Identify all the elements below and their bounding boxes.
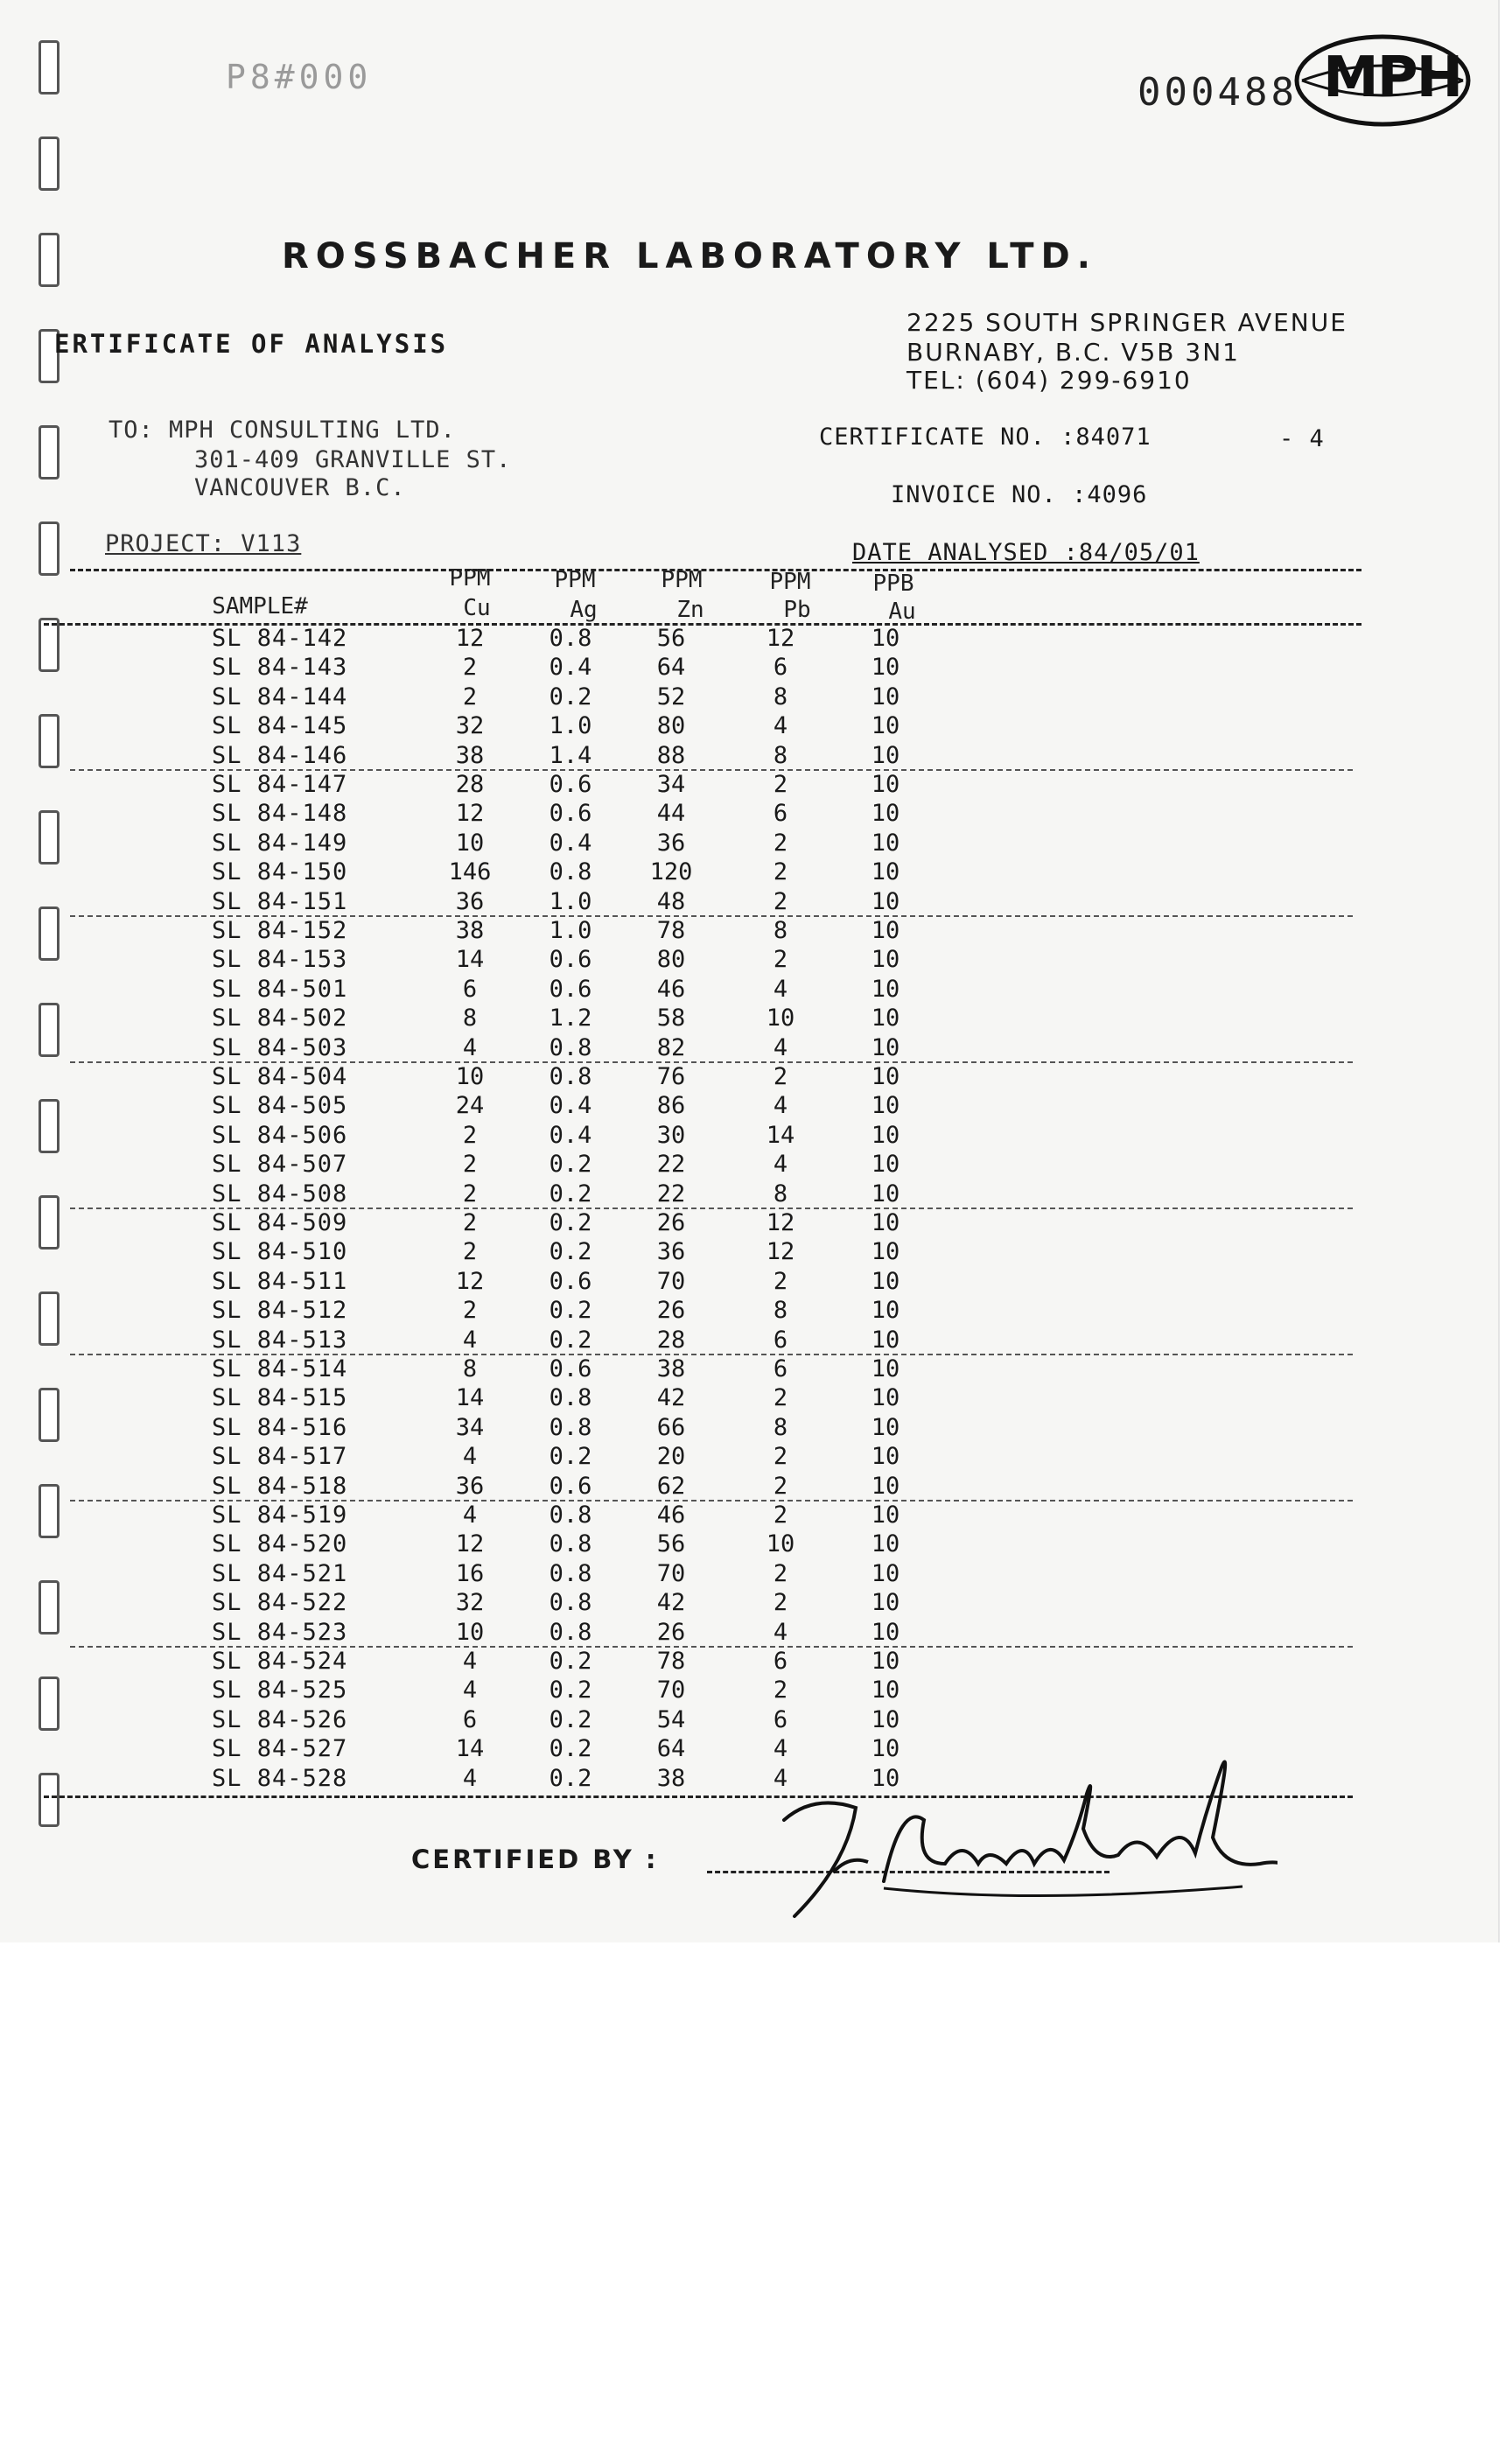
result-value: 0.4 — [549, 1121, 592, 1149]
result-value: 10 — [871, 1238, 900, 1266]
result-value: 10 — [871, 1472, 900, 1500]
result-value: 62 — [656, 1472, 686, 1500]
binder-hole — [38, 1292, 60, 1346]
result-value: 10 — [871, 1121, 900, 1149]
result-value: 0.8 — [549, 1502, 592, 1529]
sample-id: SL 84-143 — [212, 654, 348, 682]
result-value: 2 — [773, 858, 788, 886]
result-value: 0.8 — [549, 1033, 592, 1061]
sample-id: SL 84-526 — [212, 1705, 348, 1733]
document-title: ERTIFICATE OF ANALYSIS — [54, 329, 449, 359]
result-value: 0.8 — [549, 1618, 592, 1646]
sample-id: SL 84-511 — [212, 1267, 348, 1295]
result-value: 38 — [656, 1355, 686, 1382]
binder-hole — [38, 1773, 60, 1827]
sample-id: SL 84-518 — [212, 1472, 348, 1500]
result-value: 86 — [656, 1092, 686, 1120]
result-value: 0.2 — [549, 1238, 592, 1266]
result-value: 0.2 — [549, 1209, 592, 1236]
result-value: 1.0 — [549, 712, 592, 740]
result-value: 14 — [766, 1121, 795, 1149]
result-value: 4 — [773, 1735, 788, 1763]
result-value: 24 — [455, 1092, 485, 1120]
result-value: 10 — [871, 1559, 900, 1587]
result-value: 26 — [656, 1618, 686, 1646]
result-value: 20 — [656, 1443, 686, 1471]
result-value: 4 — [462, 1502, 478, 1529]
result-value: 0.6 — [549, 946, 592, 974]
result-value: 70 — [656, 1676, 686, 1704]
result-value: 8 — [462, 1355, 478, 1382]
sample-id: SL 84-513 — [212, 1326, 348, 1354]
result-value: 36 — [455, 887, 485, 915]
result-value: 0.2 — [549, 1297, 592, 1325]
result-value: 12 — [455, 1267, 485, 1295]
result-value: 10 — [871, 1092, 900, 1120]
result-value: 48 — [656, 887, 686, 915]
result-value: 80 — [656, 946, 686, 974]
result-value: 6 — [773, 1705, 788, 1733]
result-value: 38 — [455, 741, 485, 769]
result-value: 146 — [448, 858, 492, 886]
result-value: 4 — [462, 1033, 478, 1061]
result-value: 38 — [656, 1764, 686, 1792]
result-value: 6 — [773, 1355, 788, 1382]
result-value: 52 — [656, 682, 686, 710]
result-value: 6 — [773, 800, 788, 828]
result-value: 10 — [871, 1443, 900, 1471]
binder-hole — [38, 425, 60, 480]
result-value: 14 — [455, 1384, 485, 1412]
result-value: 4 — [462, 1648, 478, 1675]
result-value: 78 — [656, 917, 686, 944]
signature-icon — [752, 1732, 1278, 1934]
result-value: 10 — [871, 1180, 900, 1208]
result-value: 6 — [462, 975, 478, 1003]
address-phone: TEL: (604) 299-6910 — [906, 366, 1192, 395]
result-value: 10 — [871, 887, 900, 915]
result-value: 12 — [766, 1238, 795, 1266]
sample-id: SL 84-527 — [212, 1735, 348, 1763]
client-city: VANCOUVER B.C. — [194, 474, 406, 501]
result-value: 6 — [773, 1326, 788, 1354]
result-value: 0.2 — [549, 1443, 592, 1471]
result-value: 10 — [871, 771, 900, 798]
result-value: 0.2 — [549, 1180, 592, 1208]
stamp-number-right: 000488 — [1138, 70, 1298, 115]
result-value: 42 — [656, 1384, 686, 1412]
result-value: 4 — [773, 975, 788, 1003]
unit-pb: PPM — [769, 569, 811, 595]
result-value: 82 — [656, 1033, 686, 1061]
sample-id: SL 84-520 — [212, 1530, 348, 1558]
result-value: 12 — [766, 625, 795, 652]
result-value: 4 — [462, 1443, 478, 1471]
result-value: 0.4 — [549, 829, 592, 857]
sample-id: SL 84-153 — [212, 946, 348, 974]
result-value: 1.0 — [549, 917, 592, 944]
result-value: 10 — [871, 1004, 900, 1032]
result-value: 34 — [656, 771, 686, 798]
binder-hole — [38, 1388, 60, 1442]
result-value: 2 — [462, 1121, 478, 1149]
result-value: 4 — [773, 1092, 788, 1120]
result-value: 0.6 — [549, 1472, 592, 1500]
sample-id: SL 84-512 — [212, 1297, 348, 1325]
sample-id: SL 84-508 — [212, 1180, 348, 1208]
result-value: 10 — [871, 1267, 900, 1295]
address-line-2: BURNABY, B.C. V5B 3N1 — [906, 338, 1240, 367]
result-value: 10 — [871, 1589, 900, 1617]
result-value: 0.2 — [549, 1676, 592, 1704]
result-value: 0.8 — [549, 1589, 592, 1617]
binder-hole — [38, 40, 60, 94]
unit-cu: PPM — [449, 565, 491, 592]
element-cu: Cu — [463, 595, 491, 621]
result-value: 10 — [455, 1618, 485, 1646]
sample-id: SL 84-502 — [212, 1004, 348, 1032]
sample-id: SL 84-504 — [212, 1063, 348, 1090]
sample-id: SL 84-146 — [212, 741, 348, 769]
result-value: 32 — [455, 712, 485, 740]
sample-id: SL 84-516 — [212, 1413, 348, 1441]
result-value: 1.0 — [549, 887, 592, 915]
sample-id: SL 84-524 — [212, 1648, 348, 1675]
result-value: 2 — [773, 1443, 788, 1471]
result-value: 0.8 — [549, 1063, 592, 1090]
result-value: 2 — [462, 1209, 478, 1236]
result-value: 10 — [871, 1297, 900, 1325]
result-value: 0.4 — [549, 1092, 592, 1120]
result-value: 0.8 — [549, 625, 592, 652]
binder-hole — [38, 714, 60, 768]
result-value: 10 — [871, 1764, 900, 1792]
result-value: 2 — [462, 1297, 478, 1325]
result-value: 88 — [656, 741, 686, 769]
result-value: 10 — [871, 625, 900, 652]
binder-hole — [38, 1484, 60, 1538]
sample-id: SL 84-514 — [212, 1355, 348, 1382]
result-value: 12 — [766, 1209, 795, 1236]
result-value: 2 — [462, 1238, 478, 1266]
result-value: 2 — [462, 1180, 478, 1208]
result-value: 2 — [773, 946, 788, 974]
result-value: 0.2 — [549, 1151, 592, 1179]
result-value: 10 — [871, 1355, 900, 1382]
binder-hole — [38, 618, 60, 672]
result-value: 54 — [656, 1705, 686, 1733]
result-value: 44 — [656, 800, 686, 828]
result-value: 14 — [455, 946, 485, 974]
sample-id: SL 84-517 — [212, 1443, 348, 1471]
result-value: 10 — [871, 682, 900, 710]
result-value: 28 — [455, 771, 485, 798]
unit-zn: PPM — [661, 567, 703, 593]
sample-header: SAMPLE# — [212, 593, 308, 620]
result-value: 120 — [649, 858, 693, 886]
result-value: 76 — [656, 1063, 686, 1090]
sample-id: SL 84-523 — [212, 1618, 348, 1646]
unit-au: PPB — [872, 570, 914, 597]
sample-id: SL 84-150 — [212, 858, 348, 886]
result-value: 10 — [871, 858, 900, 886]
result-value: 2 — [773, 1472, 788, 1500]
sample-id: SL 84-505 — [212, 1092, 348, 1120]
element-pb: Pb — [783, 597, 811, 623]
result-value: 10 — [871, 1618, 900, 1646]
result-value: 70 — [656, 1559, 686, 1587]
result-value: 0.2 — [549, 1326, 592, 1354]
result-value: 16 — [455, 1559, 485, 1587]
result-value: 10 — [871, 1326, 900, 1354]
result-value: 0.8 — [549, 1384, 592, 1412]
result-value: 10 — [455, 829, 485, 857]
result-value: 10 — [871, 654, 900, 682]
result-value: 6 — [773, 1648, 788, 1675]
sample-id: SL 84-142 — [212, 625, 348, 652]
result-value: 26 — [656, 1297, 686, 1325]
sample-id: SL 84-522 — [212, 1589, 348, 1617]
result-value: 78 — [656, 1648, 686, 1675]
result-value: 0.6 — [549, 800, 592, 828]
binder-hole — [38, 1099, 60, 1153]
element-au: Au — [888, 598, 916, 625]
result-value: 10 — [871, 917, 900, 944]
result-value: 0.8 — [549, 1413, 592, 1441]
certified-by-label: CERTIFIED BY : — [411, 1844, 659, 1874]
stamp-number-left: P8#000 — [226, 58, 373, 96]
sample-id: SL 84-515 — [212, 1384, 348, 1412]
sample-id: SL 84-147 — [212, 771, 348, 798]
result-value: 8 — [773, 1180, 788, 1208]
result-value: 10 — [871, 1384, 900, 1412]
result-value: 10 — [455, 1063, 485, 1090]
result-value: 0.2 — [549, 1705, 592, 1733]
result-value: 10 — [871, 829, 900, 857]
result-value: 2 — [462, 654, 478, 682]
result-value: 4 — [773, 1618, 788, 1646]
binder-hole — [38, 1676, 60, 1731]
result-value: 2 — [773, 771, 788, 798]
result-value: 10 — [871, 1705, 900, 1733]
result-value: 12 — [455, 1530, 485, 1558]
result-value: 22 — [656, 1180, 686, 1208]
result-value: 2 — [773, 829, 788, 857]
result-value: 2 — [773, 887, 788, 915]
result-value: 36 — [455, 1472, 485, 1500]
binder-hole — [38, 906, 60, 961]
element-zn: Zn — [676, 597, 704, 623]
result-value: 2 — [773, 1589, 788, 1617]
result-value: 8 — [773, 741, 788, 769]
sample-id: SL 84-149 — [212, 829, 348, 857]
result-value: 8 — [773, 1413, 788, 1441]
result-value: 2 — [462, 682, 478, 710]
result-value: 10 — [871, 800, 900, 828]
result-value: 14 — [455, 1735, 485, 1763]
result-value: 66 — [656, 1413, 686, 1441]
result-value: 4 — [462, 1326, 478, 1354]
result-value: 8 — [773, 917, 788, 944]
binder-hole — [38, 522, 60, 576]
result-value: 1.4 — [549, 741, 592, 769]
result-value: 34 — [455, 1413, 485, 1441]
result-value: 64 — [656, 654, 686, 682]
result-value: 0.6 — [549, 1267, 592, 1295]
result-value: 10 — [871, 1033, 900, 1061]
result-value: 46 — [656, 1502, 686, 1529]
sample-id: SL 84-501 — [212, 975, 348, 1003]
result-value: 58 — [656, 1004, 686, 1032]
result-value: 10 — [871, 741, 900, 769]
result-value: 4 — [773, 1151, 788, 1179]
result-value: 8 — [773, 682, 788, 710]
binder-hole — [38, 1580, 60, 1634]
result-value: 42 — [656, 1589, 686, 1617]
result-value: 1.2 — [549, 1004, 592, 1032]
project-code: PROJECT: V113 — [105, 530, 302, 557]
result-value: 0.2 — [549, 682, 592, 710]
result-value: 46 — [656, 975, 686, 1003]
result-value: 64 — [656, 1735, 686, 1763]
sample-id: SL 84-528 — [212, 1764, 348, 1792]
result-value: 2 — [773, 1559, 788, 1587]
sample-id: SL 84-151 — [212, 887, 348, 915]
laboratory-name: ROSSBACHER LABORATORY LTD. — [282, 236, 1097, 276]
sample-id: SL 84-525 — [212, 1676, 348, 1704]
certificate-number: CERTIFICATE NO. :84071 — [819, 424, 1152, 451]
result-value: 6 — [773, 654, 788, 682]
element-ag: Ag — [570, 597, 598, 623]
invoice-number: INVOICE NO. :4096 — [891, 481, 1148, 508]
result-value: 10 — [871, 1151, 900, 1179]
binder-hole — [38, 136, 60, 191]
result-value: 4 — [462, 1764, 478, 1792]
result-value: 10 — [871, 1676, 900, 1704]
result-value: 0.6 — [549, 975, 592, 1003]
result-value: 4 — [773, 1033, 788, 1061]
unit-ag: PPM — [554, 567, 596, 593]
sample-id: SL 84-519 — [212, 1502, 348, 1529]
result-value: 2 — [462, 1151, 478, 1179]
result-value: 80 — [656, 712, 686, 740]
sample-id: SL 84-145 — [212, 712, 348, 740]
result-value: 0.2 — [549, 1764, 592, 1792]
result-value: 10 — [871, 1063, 900, 1090]
result-value: 10 — [871, 1648, 900, 1675]
result-value: 0.8 — [549, 1530, 592, 1558]
sample-id: SL 84-152 — [212, 917, 348, 944]
result-value: 4 — [773, 712, 788, 740]
sample-id: SL 84-148 — [212, 800, 348, 828]
result-value: 0.6 — [549, 1355, 592, 1382]
result-value: 2 — [773, 1676, 788, 1704]
result-value: 8 — [462, 1004, 478, 1032]
certificate-page: - 4 — [1279, 425, 1325, 452]
result-value: 10 — [871, 1530, 900, 1558]
result-value: 4 — [462, 1676, 478, 1704]
sample-id: SL 84-521 — [212, 1559, 348, 1587]
result-value: 10 — [871, 1413, 900, 1441]
result-value: 38 — [455, 917, 485, 944]
result-value: 10 — [766, 1004, 795, 1032]
sample-id: SL 84-503 — [212, 1033, 348, 1061]
result-value: 10 — [871, 946, 900, 974]
sample-id: SL 84-506 — [212, 1121, 348, 1149]
result-value: 0.2 — [549, 1735, 592, 1763]
result-value: 56 — [656, 1530, 686, 1558]
result-value: 70 — [656, 1267, 686, 1295]
result-value: 2 — [773, 1267, 788, 1295]
binder-hole — [38, 233, 60, 287]
sample-id: SL 84-509 — [212, 1209, 348, 1236]
result-value: 12 — [455, 625, 485, 652]
result-value: 36 — [656, 1238, 686, 1266]
result-value: 2 — [773, 1384, 788, 1412]
result-value: 32 — [455, 1589, 485, 1617]
result-value: 10 — [766, 1530, 795, 1558]
result-value: 0.6 — [549, 771, 592, 798]
sample-id: SL 84-144 — [212, 682, 348, 710]
sample-id: SL 84-507 — [212, 1151, 348, 1179]
result-value: 10 — [871, 1502, 900, 1529]
client-name: TO: MPH CONSULTING LTD. — [108, 416, 456, 444]
binder-hole — [38, 1195, 60, 1250]
binder-hole — [38, 1003, 60, 1057]
result-value: 8 — [773, 1297, 788, 1325]
result-value: 22 — [656, 1151, 686, 1179]
client-street: 301-409 GRANVILLE ST. — [194, 446, 512, 473]
result-value: 12 — [455, 800, 485, 828]
result-value: 10 — [871, 712, 900, 740]
result-value: 0.8 — [549, 858, 592, 886]
result-value: 56 — [656, 625, 686, 652]
result-value: 28 — [656, 1326, 686, 1354]
result-value: 10 — [871, 1209, 900, 1236]
result-value: 4 — [773, 1764, 788, 1792]
result-value: 26 — [656, 1209, 686, 1236]
date-analysed: DATE ANALYSED :84/05/01 — [852, 539, 1200, 566]
result-value: 2 — [773, 1502, 788, 1529]
result-value: 0.4 — [549, 654, 592, 682]
result-value: 6 — [462, 1705, 478, 1733]
address-line-1: 2225 SOUTH SPRINGER AVENUE — [906, 308, 1348, 337]
result-value: 2 — [773, 1063, 788, 1090]
binder-hole — [38, 810, 60, 864]
result-value: 30 — [656, 1121, 686, 1149]
result-value: 36 — [656, 829, 686, 857]
result-value: 10 — [871, 1735, 900, 1763]
result-value: 0.8 — [549, 1559, 592, 1587]
sample-id: SL 84-510 — [212, 1238, 348, 1266]
result-value: 10 — [871, 975, 900, 1003]
result-value: 0.2 — [549, 1648, 592, 1675]
logo-text: MPH — [1323, 46, 1462, 110]
